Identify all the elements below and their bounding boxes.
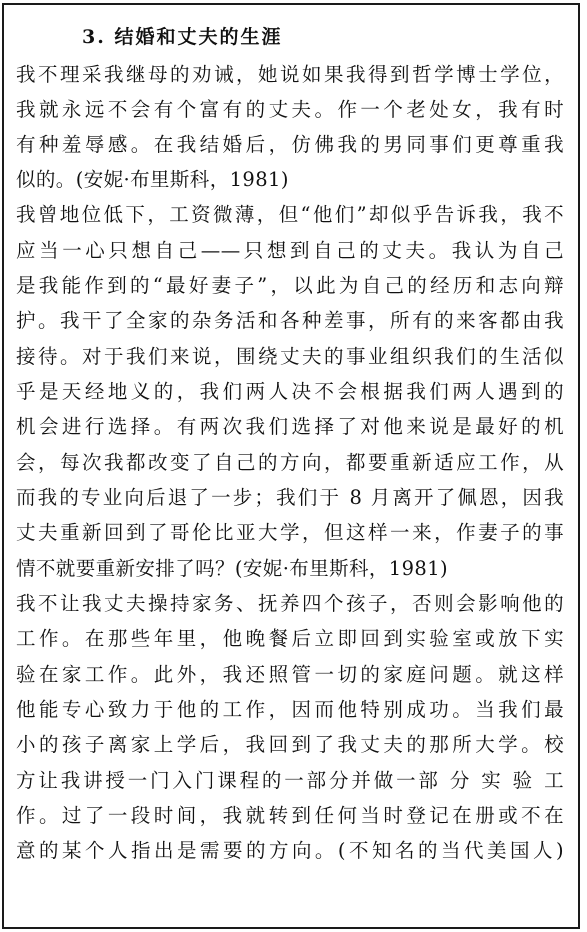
text-line: 验在家工作。此外，我还照管一切的家庭问题。就这样 [16,663,564,686]
text-line: 似的。(安妮·布里斯科，1981) [16,168,289,191]
text-line: 是我能作到的“最好妻子”，以此为自己的经历和志向辩 [16,274,564,297]
text-line: 应当一心只想自己——只想到自己的丈夫。我认为自己 [16,239,564,262]
text-line: 情不就要重新安排了吗？(安妮·布里斯科，1981) [16,557,449,580]
text-line: 我就永远不会有个富有的丈夫。作一个老处女，我有时 [16,98,564,121]
text-line: 我不理采我继母的劝诫，她说如果我得到哲学博士学位， [16,63,564,86]
text-line: 他能专心致力于他的工作，因而他特别成功。当我们最 [16,698,564,721]
text-line: 丈夫重新回到了哥伦比亚大学，但这样一来，作妻子的事 [16,521,564,544]
text-line: 我不让我丈夫操持家务、抚养四个孩子，否则会影响他的 [16,592,564,615]
text-line: 方让我讲授一门入门课程的一部分并做一部 分 实 验 工 [16,769,564,792]
section-heading: 3. 结婚和丈夫的生涯 [82,26,283,48]
text-line: 乎是天经地义的，我们两人决不会根据我们两人遇到的 [16,380,564,403]
text-line: 工作。在那些年里，他晚餐后立即回到实验室或放下实 [16,627,564,650]
text-line: 护。我干了全家的杂务活和各种差事，所有的来客都由我 [16,309,564,332]
text-line: 作。过了一段时间，我就转到任何当时登记在册或不在 [16,804,564,827]
text-line: 小的孩子离家上学后，我回到了我丈夫的那所大学。校 [16,733,564,756]
text-line: 而我的专业向后退了一步；我们于 8 月离开了佩恩，因我 [16,486,564,509]
text-line: 接待。对于我们来说，围绕丈夫的事业组织我们的生活似 [16,345,564,368]
text-line: 机会进行选择。有两次我们选择了对他来说是最好的机 [16,415,564,438]
text-line: 有种羞辱感。在我结婚后，仿佛我的男同事们更尊重我 [16,133,564,156]
text-line: 我曾地位低下，工资微薄，但“他们”却似乎告诉我，我不 [16,203,564,226]
text-line: 意的某个人指出是需要的方向。(不知名的当代美国人) [16,839,564,862]
text-line: 会，每次我都改变了自己的方向，都要重新适应工作，从 [16,451,564,474]
